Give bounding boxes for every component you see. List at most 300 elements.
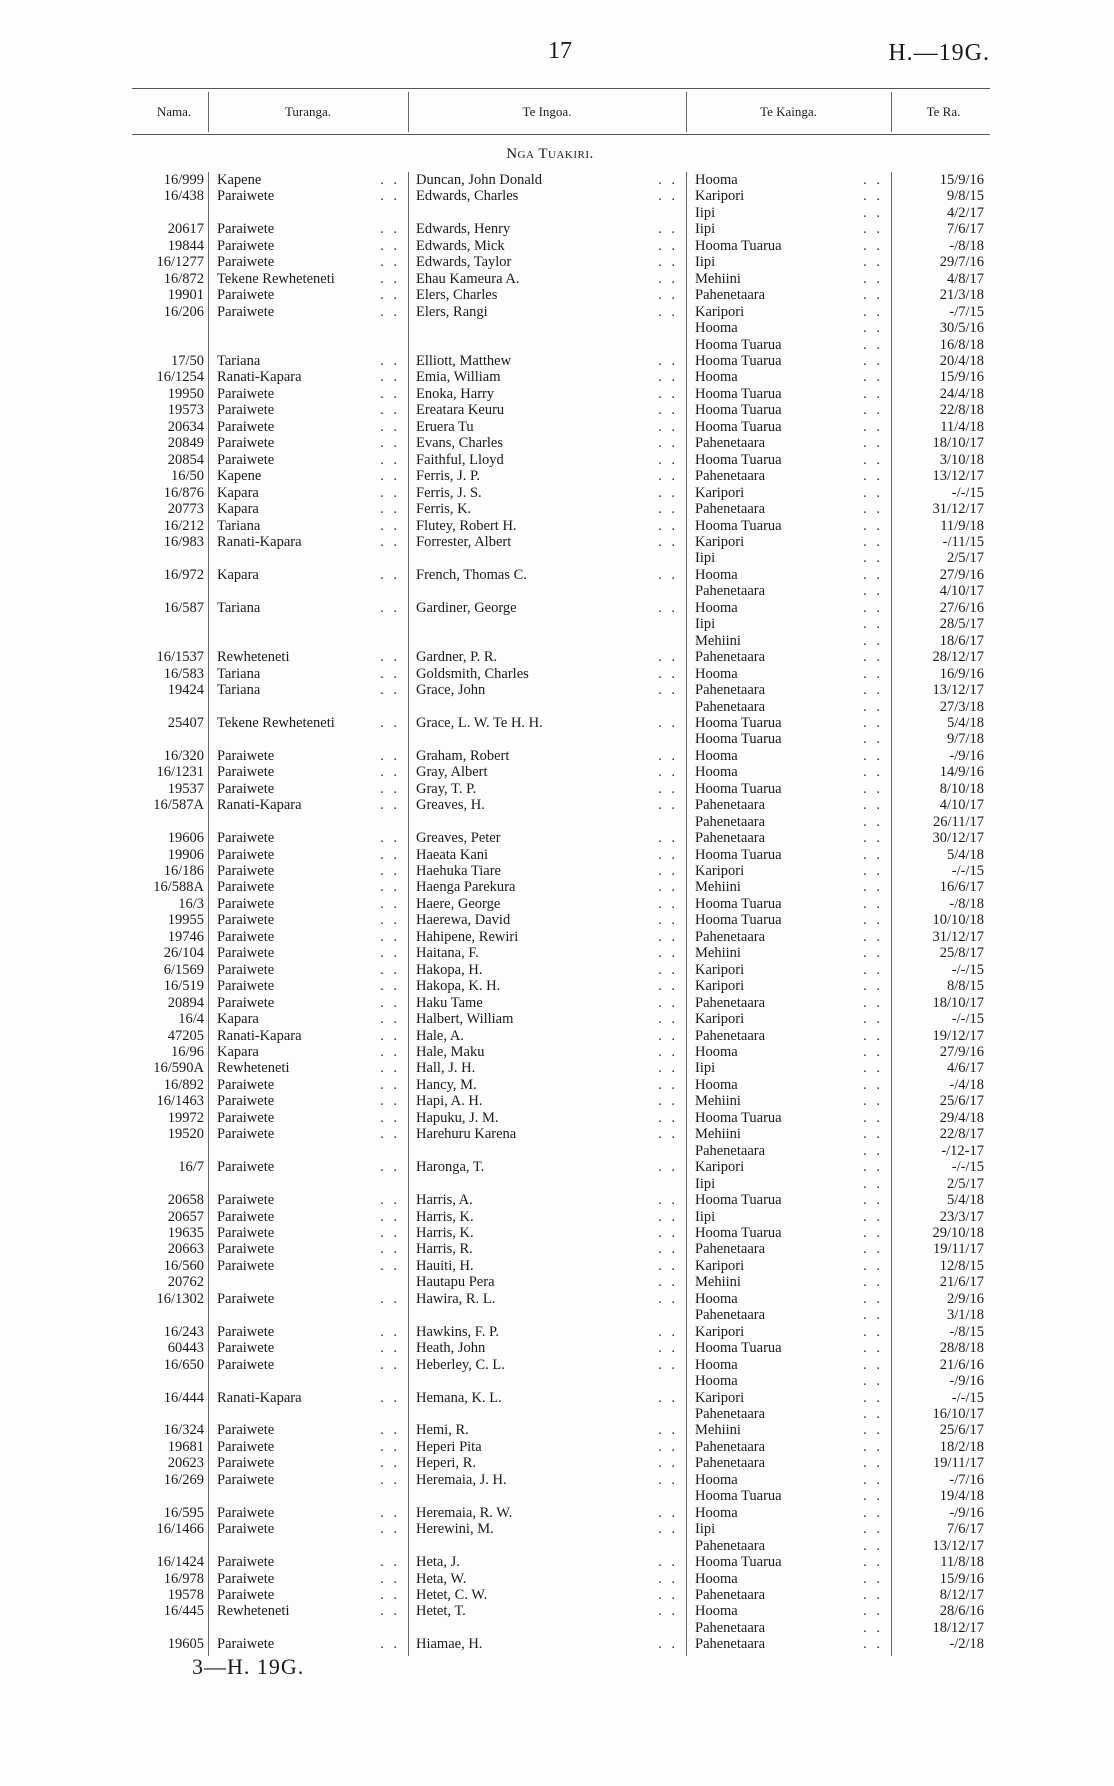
leader-dots: . . xyxy=(863,583,883,600)
leader-dots: . . xyxy=(658,435,678,452)
turanga-cell-text: Paraiwete xyxy=(217,1093,275,1110)
ra-cell-text: 3/10/18 xyxy=(939,451,984,468)
turanga-cell xyxy=(208,1505,408,1521)
ingoa-cell xyxy=(408,1472,686,1488)
leader-dots: . . xyxy=(380,1241,400,1258)
leader-dots: . . xyxy=(380,1471,400,1488)
ingoa-cell-text: Gray, Albert xyxy=(416,764,488,781)
kainga-cell xyxy=(686,699,891,715)
leader-dots: . . xyxy=(380,303,400,320)
turanga-cell xyxy=(208,1538,408,1554)
leader-dots: . . xyxy=(863,1636,883,1653)
ra-cell-text: -/-/15 xyxy=(951,961,984,978)
ingoa-cell-text: Greaves, H. xyxy=(416,797,485,814)
ingoa-cell xyxy=(408,1571,686,1587)
ingoa-cell xyxy=(408,1126,686,1142)
leader-dots: . . xyxy=(863,1241,883,1258)
ra-cell xyxy=(891,995,996,1011)
table-row xyxy=(140,830,996,846)
nama-cell-text: 16/519 xyxy=(163,978,204,995)
turanga-cell-text: Paraiwete xyxy=(217,287,275,304)
ingoa-cell-text: Evans, Charles xyxy=(416,435,503,452)
ra-cell-text: 31/12/17 xyxy=(932,501,984,518)
ra-cell xyxy=(891,830,996,846)
turanga-cell xyxy=(208,188,408,204)
leader-dots: . . xyxy=(658,1011,678,1028)
leader-dots: . . xyxy=(380,879,400,896)
leader-dots: . . xyxy=(658,1554,678,1571)
turanga-cell-text: Paraiwete xyxy=(217,846,275,863)
turanga-cell-text: Paraiwete xyxy=(217,994,275,1011)
leader-dots: . . xyxy=(658,369,678,386)
ra-cell-text: 21/6/16 xyxy=(939,1356,984,1373)
kainga-cell xyxy=(686,221,891,237)
ra-cell xyxy=(891,879,996,895)
table-row xyxy=(140,402,996,418)
ra-cell xyxy=(891,550,996,566)
kainga-cell-text: Karipori xyxy=(695,863,745,880)
leader-dots: . . xyxy=(658,879,678,896)
nama-cell xyxy=(140,386,208,402)
ra-cell-text: 11/8/18 xyxy=(940,1554,984,1571)
nama-cell xyxy=(140,287,208,303)
kainga-cell xyxy=(686,1324,891,1340)
turanga-cell-text: Paraiwete xyxy=(217,1225,275,1241)
kainga-cell-text: Hooma Tuarua xyxy=(695,895,782,912)
leader-dots: . . xyxy=(658,1422,678,1439)
kainga-cell xyxy=(686,1455,891,1471)
ra-cell xyxy=(891,501,996,517)
kainga-cell xyxy=(686,271,891,287)
ra-cell xyxy=(891,172,996,188)
ra-cell xyxy=(891,1209,996,1225)
header-divider xyxy=(408,92,409,132)
turanga-cell-text: Ranati-Kapara xyxy=(217,533,302,550)
kainga-cell xyxy=(686,304,891,320)
ingoa-cell-text: Flutey, Robert H. xyxy=(416,517,517,534)
nama-cell xyxy=(140,534,208,550)
leader-dots: . . xyxy=(863,780,883,797)
ingoa-cell xyxy=(408,1422,686,1438)
ra-cell xyxy=(891,337,996,353)
ingoa-cell xyxy=(408,567,686,583)
ra-cell-text: 23/3/17 xyxy=(939,1208,984,1225)
table-row xyxy=(140,1603,996,1619)
table-row xyxy=(140,633,996,649)
turanga-cell-text: Paraiwete xyxy=(217,1570,275,1587)
nama-cell xyxy=(140,962,208,978)
ra-cell xyxy=(891,1044,996,1060)
ingoa-cell-text: Ehau Kameura A. xyxy=(416,270,520,287)
nama-cell-text: 19537 xyxy=(167,780,204,797)
leader-dots: . . xyxy=(658,747,678,764)
leader-dots: . . xyxy=(863,830,883,847)
leader-dots: . . xyxy=(863,501,883,518)
turanga-cell xyxy=(208,945,408,961)
nama-cell-text: 47205 xyxy=(167,1027,204,1044)
nama-cell-text: 19606 xyxy=(167,830,204,847)
leader-dots: . . xyxy=(380,1603,400,1620)
leader-dots: . . xyxy=(863,1455,883,1472)
nama-cell-text: 16/4 xyxy=(178,1011,204,1028)
table-row xyxy=(140,600,996,616)
ra-cell-text: 27/9/16 xyxy=(939,566,984,583)
leader-dots: . . xyxy=(658,1225,678,1241)
nama-cell-text: 16/212 xyxy=(163,517,204,534)
nama-cell xyxy=(140,221,208,237)
leader-dots: . . xyxy=(658,237,678,254)
leader-dots: . . xyxy=(380,780,400,797)
ra-cell xyxy=(891,1241,996,1257)
kainga-cell-text: Pahenetaara xyxy=(695,830,766,847)
leader-dots: . . xyxy=(863,303,883,320)
turanga-cell-text: Paraiwete xyxy=(217,780,275,797)
kainga-cell-text: Iipi xyxy=(695,616,716,633)
turanga-cell xyxy=(208,666,408,682)
turanga-cell xyxy=(208,1110,408,1126)
nama-cell-text: 20894 xyxy=(167,994,204,1011)
leader-dots: . . xyxy=(863,172,883,188)
ingoa-cell xyxy=(408,863,686,879)
kainga-cell xyxy=(686,1209,891,1225)
kainga-cell xyxy=(686,1439,891,1455)
ingoa-cell xyxy=(408,995,686,1011)
ingoa-cell xyxy=(408,1044,686,1060)
ra-cell xyxy=(891,1390,996,1406)
leader-dots: . . xyxy=(863,895,883,912)
turanga-cell-text: Ranati-Kapara xyxy=(217,369,302,386)
nama-cell-text: 16/1424 xyxy=(156,1554,204,1571)
ra-cell xyxy=(891,452,996,468)
nama-cell xyxy=(140,616,208,632)
leader-dots: . . xyxy=(658,682,678,699)
turanga-cell xyxy=(208,402,408,418)
nama-cell-text: 16/243 xyxy=(163,1323,204,1340)
ra-cell-text: 25/8/17 xyxy=(939,945,984,962)
table-row xyxy=(140,221,996,237)
leader-dots: . . xyxy=(658,484,678,501)
turanga-cell-text: Paraiwete xyxy=(217,945,275,962)
turanga-cell-text: Paraiwete xyxy=(217,418,275,435)
leader-dots: . . xyxy=(863,402,883,419)
kainga-cell-text: Pahenetaara xyxy=(695,1455,766,1472)
ra-cell xyxy=(891,1307,996,1323)
ingoa-cell-text: Hemi, R. xyxy=(416,1422,469,1439)
turanga-cell xyxy=(208,1587,408,1603)
ra-cell xyxy=(891,1110,996,1126)
nama-cell xyxy=(140,337,208,353)
nama-cell-text: 16/595 xyxy=(163,1504,204,1521)
ra-cell-text: -/11/15 xyxy=(942,533,984,550)
leader-dots: . . xyxy=(658,418,678,435)
kainga-cell xyxy=(686,287,891,303)
table-row xyxy=(140,1422,996,1438)
ingoa-cell xyxy=(408,600,686,616)
leader-dots: . . xyxy=(863,1619,883,1636)
nama-cell-text: 16/269 xyxy=(163,1471,204,1488)
ingoa-cell xyxy=(408,1143,686,1159)
leader-dots: . . xyxy=(380,1521,400,1538)
ra-cell xyxy=(891,304,996,320)
turanga-cell xyxy=(208,1176,408,1192)
ra-cell xyxy=(891,912,996,928)
turanga-cell-text: Ranati-Kapara xyxy=(217,1027,302,1044)
turanga-cell-text: Paraiwete xyxy=(217,1554,275,1571)
leader-dots: . . xyxy=(658,780,678,797)
ingoa-cell xyxy=(408,1357,686,1373)
ingoa-cell xyxy=(408,1011,686,1027)
nama-cell xyxy=(140,518,208,534)
turanga-cell xyxy=(208,1455,408,1471)
ingoa-cell-text: Hawira, R. L. xyxy=(416,1290,496,1307)
turanga-cell-text: Tariana xyxy=(217,599,261,616)
turanga-cell xyxy=(208,1603,408,1619)
ra-cell xyxy=(891,1225,996,1241)
kainga-cell xyxy=(686,238,891,254)
ra-cell-text: 16/10/17 xyxy=(932,1405,984,1422)
leader-dots: . . xyxy=(380,1356,400,1373)
nama-cell xyxy=(140,238,208,254)
leader-dots: . . xyxy=(380,188,400,205)
kainga-cell xyxy=(686,929,891,945)
nama-cell-text: 19578 xyxy=(167,1586,204,1603)
turanga-cell-text: Paraiwete xyxy=(217,1126,275,1143)
table-row xyxy=(140,205,996,221)
leader-dots: . . xyxy=(863,418,883,435)
nama-cell-text: 20773 xyxy=(167,501,204,518)
leader-dots: . . xyxy=(863,1011,883,1028)
nama-cell xyxy=(140,995,208,1011)
ra-cell-text: 13/12/17 xyxy=(932,1537,984,1554)
leader-dots: . . xyxy=(863,1225,883,1241)
nama-cell xyxy=(140,369,208,385)
ingoa-cell-text: Edwards, Charles xyxy=(416,188,519,205)
turanga-cell-text: Ranati-Kapara xyxy=(217,1389,302,1406)
leader-dots: . . xyxy=(380,665,400,682)
leader-dots: . . xyxy=(863,1521,883,1538)
leader-dots: . . xyxy=(863,1175,883,1192)
kainga-cell xyxy=(686,1274,891,1290)
leader-dots: . . xyxy=(658,1504,678,1521)
ingoa-cell xyxy=(408,435,686,451)
nama-cell-text: 16/3 xyxy=(178,895,204,912)
kainga-cell xyxy=(686,748,891,764)
ra-cell xyxy=(891,814,996,830)
nama-cell-text: 19901 xyxy=(167,287,204,304)
ingoa-cell xyxy=(408,1554,686,1570)
kainga-cell-text: Pahenetaara xyxy=(695,287,766,304)
header-divider xyxy=(686,92,687,132)
ra-cell xyxy=(891,1093,996,1109)
turanga-cell xyxy=(208,205,408,221)
leader-dots: . . xyxy=(658,188,678,205)
turanga-cell xyxy=(208,1636,408,1652)
kainga-cell xyxy=(686,1028,891,1044)
ra-cell-text: 5/4/18 xyxy=(946,1192,984,1209)
nama-cell xyxy=(140,254,208,270)
turanga-cell-text: Paraiwete xyxy=(217,188,275,205)
nama-cell-text: 20849 xyxy=(167,435,204,452)
ra-cell xyxy=(891,1636,996,1652)
nama-cell-text: 19955 xyxy=(167,912,204,929)
table-row xyxy=(140,649,996,665)
kainga-cell xyxy=(686,1472,891,1488)
leader-dots: . . xyxy=(863,961,883,978)
leader-dots: . . xyxy=(658,254,678,271)
turanga-cell-text: Paraiwete xyxy=(217,1159,275,1176)
ra-cell-text: 20/4/18 xyxy=(939,352,984,369)
nama-cell-text: 16/1466 xyxy=(156,1521,204,1538)
leader-dots: . . xyxy=(380,863,400,880)
kainga-cell xyxy=(686,1093,891,1109)
nama-cell xyxy=(140,1422,208,1438)
table-row xyxy=(140,1241,996,1257)
ingoa-cell xyxy=(408,962,686,978)
nama-cell xyxy=(140,633,208,649)
kainga-cell-text: Hooma xyxy=(695,369,738,386)
turanga-cell-text: Tariana xyxy=(217,352,261,369)
table-row xyxy=(140,781,996,797)
ingoa-cell-text: Halbert, William xyxy=(416,1011,514,1028)
turanga-cell xyxy=(208,287,408,303)
leader-dots: . . xyxy=(658,287,678,304)
kainga-cell-text: Mehiini xyxy=(695,632,741,649)
table-row xyxy=(140,995,996,1011)
leader-dots: . . xyxy=(863,1027,883,1044)
turanga-cell-text: Paraiwete xyxy=(217,1241,275,1258)
leader-dots: . . xyxy=(380,846,400,863)
ra-cell-text: -/9/16 xyxy=(949,747,984,764)
table-row xyxy=(140,666,996,682)
ra-cell-text: 27/6/16 xyxy=(939,599,984,616)
kainga-cell xyxy=(686,814,891,830)
leader-dots: . . xyxy=(863,566,883,583)
ingoa-cell xyxy=(408,1176,686,1192)
turanga-cell xyxy=(208,896,408,912)
nama-cell xyxy=(140,501,208,517)
ra-cell-text: 15/9/16 xyxy=(939,1570,984,1587)
turanga-cell-text: Paraiwete xyxy=(217,863,275,880)
leader-dots: . . xyxy=(863,550,883,567)
leader-dots: . . xyxy=(380,418,400,435)
table-row xyxy=(140,1291,996,1307)
leader-dots: . . xyxy=(863,270,883,287)
nama-cell-text: 16/650 xyxy=(163,1356,204,1373)
kainga-cell xyxy=(686,1357,891,1373)
kainga-cell-text: Hooma xyxy=(695,1373,738,1390)
ingoa-cell xyxy=(408,534,686,550)
kainga-cell-text: Iipi xyxy=(695,254,716,271)
turanga-cell xyxy=(208,1406,408,1422)
kainga-cell xyxy=(686,781,891,797)
ra-cell xyxy=(891,1422,996,1438)
ra-cell-text: 4/2/17 xyxy=(946,204,984,221)
leader-dots: . . xyxy=(863,1060,883,1077)
turanga-cell-text: Kapene xyxy=(217,468,262,485)
leader-dots: . . xyxy=(380,402,400,419)
kainga-cell-text: Pahenetaara xyxy=(695,994,766,1011)
kainga-cell xyxy=(686,1241,891,1257)
turanga-cell xyxy=(208,929,408,945)
leader-dots: . . xyxy=(863,1109,883,1126)
turanga-cell-text: Kapara xyxy=(217,566,259,583)
ingoa-cell-text: Haeata Kani xyxy=(416,846,489,863)
ingoa-cell-text: Hapi, A. H. xyxy=(416,1093,483,1110)
kainga-cell xyxy=(686,320,891,336)
turanga-cell xyxy=(208,238,408,254)
kainga-cell-text: Hooma Tuarua xyxy=(695,1225,782,1241)
turanga-cell-text: Rewheteneti xyxy=(217,649,290,666)
ra-cell-text: -/2/18 xyxy=(949,1636,984,1653)
table-row xyxy=(140,1406,996,1422)
turanga-cell xyxy=(208,978,408,994)
turanga-cell xyxy=(208,468,408,484)
turanga-cell xyxy=(208,863,408,879)
leader-dots: . . xyxy=(380,172,400,188)
kainga-cell-text: Mehiini xyxy=(695,1422,741,1439)
leader-dots: . . xyxy=(380,1109,400,1126)
ra-cell-text: 29/4/18 xyxy=(939,1109,984,1126)
leader-dots: . . xyxy=(863,649,883,666)
nama-cell xyxy=(140,1241,208,1257)
turanga-cell-text: Paraiwete xyxy=(217,1076,275,1093)
nama-cell xyxy=(140,896,208,912)
leader-dots: . . xyxy=(380,1027,400,1044)
turanga-cell xyxy=(208,1274,408,1290)
ingoa-cell-text: Graham, Robert xyxy=(416,747,510,764)
nama-cell-text: 16/999 xyxy=(163,172,204,188)
table-row xyxy=(140,1126,996,1142)
nama-cell-text: 19972 xyxy=(167,1109,204,1126)
ingoa-cell-text: Elers, Rangi xyxy=(416,303,488,320)
leader-dots: . . xyxy=(380,928,400,945)
leader-dots: . . xyxy=(658,451,678,468)
leader-dots: . . xyxy=(380,1159,400,1176)
leader-dots: . . xyxy=(863,632,883,649)
table-row xyxy=(140,583,996,599)
turanga-cell xyxy=(208,386,408,402)
leader-dots: . . xyxy=(658,1044,678,1061)
kainga-cell-text: Hooma xyxy=(695,320,738,337)
leader-dots: . . xyxy=(863,813,883,830)
ingoa-cell-text: Elers, Charles xyxy=(416,287,498,304)
kainga-cell-text: Hooma xyxy=(695,599,738,616)
leader-dots: . . xyxy=(380,682,400,699)
ingoa-cell-text: Ferris, K. xyxy=(416,501,472,518)
table-row xyxy=(140,534,996,550)
kainga-cell-text: Pahenetaara xyxy=(695,682,766,699)
leader-dots: . . xyxy=(658,566,678,583)
turanga-cell xyxy=(208,550,408,566)
nama-cell-text: 17/50 xyxy=(170,352,204,369)
table-row xyxy=(140,567,996,583)
kainga-cell xyxy=(686,468,891,484)
leader-dots: . . xyxy=(658,1109,678,1126)
nama-cell xyxy=(140,1028,208,1044)
ra-cell-text: 11/9/18 xyxy=(940,517,984,534)
ra-cell-text: -/7/16 xyxy=(949,1471,984,1488)
table-row xyxy=(140,1274,996,1290)
nama-cell-text: 20762 xyxy=(167,1274,204,1291)
leader-dots: . . xyxy=(658,1636,678,1653)
leader-dots: . . xyxy=(658,1060,678,1077)
leader-dots: . . xyxy=(863,1274,883,1291)
nama-cell xyxy=(140,435,208,451)
leader-dots: . . xyxy=(380,599,400,616)
document-reference: H.—19G. xyxy=(888,40,990,66)
kainga-cell xyxy=(686,1159,891,1175)
ingoa-cell xyxy=(408,896,686,912)
